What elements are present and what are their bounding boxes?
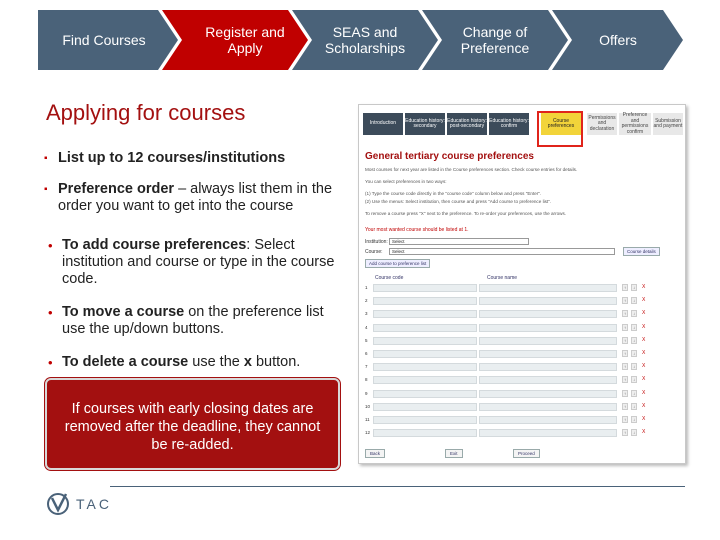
remove-button[interactable]: X bbox=[642, 363, 646, 370]
course-name-cell bbox=[479, 416, 617, 424]
move-down-button[interactable]: ↓ bbox=[633, 403, 635, 409]
step-label: Change of Preference bbox=[460, 24, 530, 56]
remove-button[interactable]: X bbox=[642, 416, 646, 422]
remove-button[interactable]: X bbox=[642, 402, 646, 409]
step-register-apply[interactable] bbox=[178, 10, 298, 70]
row-number: 1 bbox=[365, 285, 368, 290]
screenshot-step-bar bbox=[363, 113, 683, 135]
row-number: 10 bbox=[365, 403, 371, 409]
course-name-cell bbox=[479, 284, 617, 292]
remove-button[interactable]: X bbox=[642, 429, 646, 436]
move-down-button[interactable]: ↓ bbox=[633, 337, 635, 343]
screenshot-text: To remove a course press "X" next to the preference. To re-order your preferences, use the arrows. bbox=[365, 211, 567, 216]
course-name-cell bbox=[479, 429, 617, 437]
round-bullet-icon: • bbox=[48, 305, 53, 320]
table-row bbox=[365, 283, 677, 294]
move-up-button[interactable]: ↑ bbox=[624, 390, 626, 396]
bullet-bold: x bbox=[243, 354, 252, 370]
back-button[interactable]: Back bbox=[365, 449, 385, 458]
bullet-text: on the preference list use the up/down buttons. bbox=[62, 304, 324, 337]
bullet-item bbox=[44, 150, 344, 167]
screenshot-step: Submission and payment bbox=[653, 113, 683, 135]
course-code-cell[interactable] bbox=[373, 350, 477, 358]
course-name-cell bbox=[479, 390, 617, 398]
course-code-cell[interactable] bbox=[373, 376, 477, 384]
course-name-cell bbox=[479, 310, 617, 318]
exit-button[interactable]: Exit bbox=[445, 449, 463, 458]
remove-button[interactable]: X bbox=[642, 336, 646, 343]
move-down-button[interactable]: ↓ bbox=[633, 351, 635, 356]
application-screenshot bbox=[358, 104, 686, 464]
row-number: 3 bbox=[365, 311, 368, 317]
course-details-button[interactable]: Course details bbox=[623, 247, 660, 256]
highlight-box bbox=[537, 111, 583, 147]
screenshot-step: Education history: confirm bbox=[489, 113, 529, 135]
warning-callout: If courses with early closing dates are removed after the deadline, they cannot be re-added. bbox=[45, 378, 340, 470]
course-code-cell[interactable] bbox=[373, 284, 477, 292]
table-row bbox=[365, 336, 677, 347]
course-name-cell bbox=[479, 350, 617, 358]
remove-button[interactable]: X bbox=[642, 297, 646, 304]
remove-button[interactable]: X bbox=[642, 389, 646, 396]
course-label: Course: bbox=[365, 249, 383, 255]
row-number: 12 bbox=[365, 430, 371, 436]
table-row bbox=[365, 389, 677, 400]
screenshot-text: Most courses for next year are listed in the Course preferences section. Check course entries for details. bbox=[365, 167, 578, 172]
move-up-button[interactable]: ↑ bbox=[624, 298, 626, 304]
bullet-bold: To add course preferences bbox=[62, 237, 247, 253]
move-down-button[interactable]: ↓ bbox=[633, 324, 635, 330]
table-row bbox=[365, 415, 677, 426]
screenshot-step: Education history: post-secondary bbox=[447, 113, 487, 135]
course-code-cell[interactable] bbox=[373, 297, 477, 305]
move-up-button[interactable]: ↑ bbox=[624, 430, 626, 436]
step-label: Find Courses bbox=[62, 32, 146, 48]
logo-mark-icon bbox=[46, 492, 76, 516]
square-bullet-icon: ▪ bbox=[44, 153, 48, 164]
step-navigation bbox=[38, 10, 683, 70]
screenshot-text: You can select preferences in two ways: bbox=[365, 179, 447, 184]
table-row bbox=[365, 323, 677, 334]
course-name-cell bbox=[479, 376, 617, 384]
column-header-name: Course name bbox=[487, 275, 518, 281]
course-code-cell[interactable] bbox=[373, 403, 477, 411]
bullet-bold: To delete a course bbox=[62, 354, 189, 370]
step-label: Offers bbox=[599, 32, 637, 48]
course-name-cell bbox=[479, 403, 617, 411]
row-number: 2 bbox=[365, 298, 368, 304]
move-down-button[interactable]: ↓ bbox=[633, 364, 635, 370]
move-up-button[interactable]: ↑ bbox=[624, 351, 626, 356]
move-down-button[interactable]: ↓ bbox=[633, 417, 635, 422]
bullet-item bbox=[46, 304, 344, 338]
vtac-logo bbox=[46, 492, 112, 516]
page-title: Applying for courses bbox=[46, 100, 246, 125]
row-number: 9 bbox=[365, 390, 368, 396]
screenshot-step: Introduction bbox=[363, 113, 403, 135]
bullet-list bbox=[44, 150, 344, 387]
proceed-button[interactable]: Proceed bbox=[513, 449, 540, 458]
move-up-button[interactable]: ↑ bbox=[624, 311, 626, 317]
logo-text: TAC bbox=[76, 496, 112, 512]
row-number: 11 bbox=[365, 417, 370, 422]
bullet-text-preference: Preference order – always list them in the order you want to get into the course bbox=[58, 181, 333, 214]
step-seas[interactable] bbox=[310, 10, 420, 70]
screenshot-step: Education history: secondary bbox=[405, 113, 445, 135]
bullet-item bbox=[46, 354, 344, 371]
screenshot-note: Your most wanted course should be listed at 1. bbox=[365, 227, 469, 233]
course-code-cell[interactable] bbox=[373, 416, 477, 424]
screenshot-text: (2) Use the menus: Select institution, then course and press "Add course to preference list". bbox=[365, 199, 552, 204]
row-number: 4 bbox=[365, 324, 368, 330]
remove-button[interactable]: X bbox=[642, 323, 646, 330]
add-course-button[interactable]: Add course to preference list bbox=[365, 259, 430, 268]
table-row bbox=[365, 402, 677, 413]
table-row bbox=[365, 428, 677, 439]
course-name-cell bbox=[479, 363, 617, 371]
move-down-button[interactable]: ↓ bbox=[633, 285, 635, 290]
course-name-cell bbox=[479, 337, 617, 345]
square-bullet-icon: ▪ bbox=[44, 184, 48, 195]
table-row bbox=[365, 375, 677, 386]
row-number: 5 bbox=[365, 337, 368, 343]
course-code-cell[interactable] bbox=[373, 363, 477, 371]
move-up-button[interactable]: ↑ bbox=[624, 377, 626, 383]
bullet-text: use the bbox=[188, 354, 244, 370]
row-number: 8 bbox=[365, 377, 368, 383]
table-row bbox=[365, 309, 677, 320]
bullet-item bbox=[44, 181, 344, 215]
remove-button[interactable]: X bbox=[642, 376, 646, 383]
bullet-text: : Select institution and course or type in the course code. bbox=[62, 237, 335, 287]
move-down-button[interactable]: ↓ bbox=[633, 430, 635, 436]
bullet-bold: To move a course bbox=[62, 304, 185, 320]
move-up-button[interactable]: ↑ bbox=[624, 285, 626, 290]
round-bullet-icon: • bbox=[48, 238, 53, 253]
move-up-button[interactable]: ↑ bbox=[624, 337, 626, 343]
course-code-cell[interactable] bbox=[373, 310, 477, 318]
screenshot-text: (1) Type the course code directly in the "course code" column below and press "Enter". bbox=[365, 191, 542, 196]
screenshot-step: Preference and permissions confirm bbox=[619, 113, 651, 135]
move-up-button[interactable]: ↑ bbox=[624, 417, 626, 422]
move-down-button[interactable]: ↓ bbox=[633, 377, 635, 383]
table-row bbox=[365, 362, 677, 373]
course-name-cell bbox=[479, 297, 617, 305]
institution-select[interactable]: Select bbox=[389, 238, 529, 245]
course-code-cell[interactable] bbox=[373, 337, 477, 345]
step-label: SEAS and Scholarships bbox=[324, 24, 406, 56]
column-header-code: Course code bbox=[375, 275, 404, 281]
screenshot-step-current: Course preferences bbox=[541, 113, 581, 135]
row-number: 6 bbox=[365, 351, 368, 356]
table-row bbox=[365, 349, 677, 360]
remove-button[interactable]: X bbox=[642, 350, 646, 356]
bullet-text: button. bbox=[251, 354, 301, 370]
course-name-cell bbox=[479, 324, 617, 332]
bullet-item bbox=[46, 237, 344, 288]
course-code-cell[interactable] bbox=[373, 429, 477, 437]
step-label: Register and Apply bbox=[205, 24, 285, 56]
screenshot-title: General tertiary course preferences bbox=[365, 151, 534, 162]
step-find-courses[interactable] bbox=[38, 10, 174, 70]
table-row bbox=[365, 296, 677, 307]
course-code-cell[interactable] bbox=[373, 324, 477, 332]
move-up-button[interactable]: ↑ bbox=[624, 403, 626, 409]
move-down-button[interactable]: ↓ bbox=[633, 298, 635, 304]
remove-button[interactable]: X bbox=[642, 310, 646, 317]
course-select[interactable]: Select bbox=[389, 248, 615, 255]
institution-label: Institution: bbox=[365, 239, 388, 245]
step-change-preference[interactable] bbox=[442, 10, 548, 70]
row-number: 7 bbox=[365, 364, 368, 370]
bullet-text: List up to 12 courses/institutions bbox=[58, 150, 286, 166]
step-offers[interactable] bbox=[572, 10, 664, 70]
remove-button[interactable]: X bbox=[642, 284, 646, 290]
round-bullet-icon: • bbox=[48, 355, 53, 370]
move-down-button[interactable]: ↓ bbox=[633, 311, 635, 317]
screenshot-step: Permissions and declaration bbox=[587, 113, 617, 135]
move-up-button[interactable]: ↑ bbox=[624, 364, 626, 370]
footer-divider bbox=[110, 486, 685, 487]
course-code-cell[interactable] bbox=[373, 390, 477, 398]
move-up-button[interactable]: ↑ bbox=[624, 324, 626, 330]
move-down-button[interactable]: ↓ bbox=[633, 390, 635, 396]
